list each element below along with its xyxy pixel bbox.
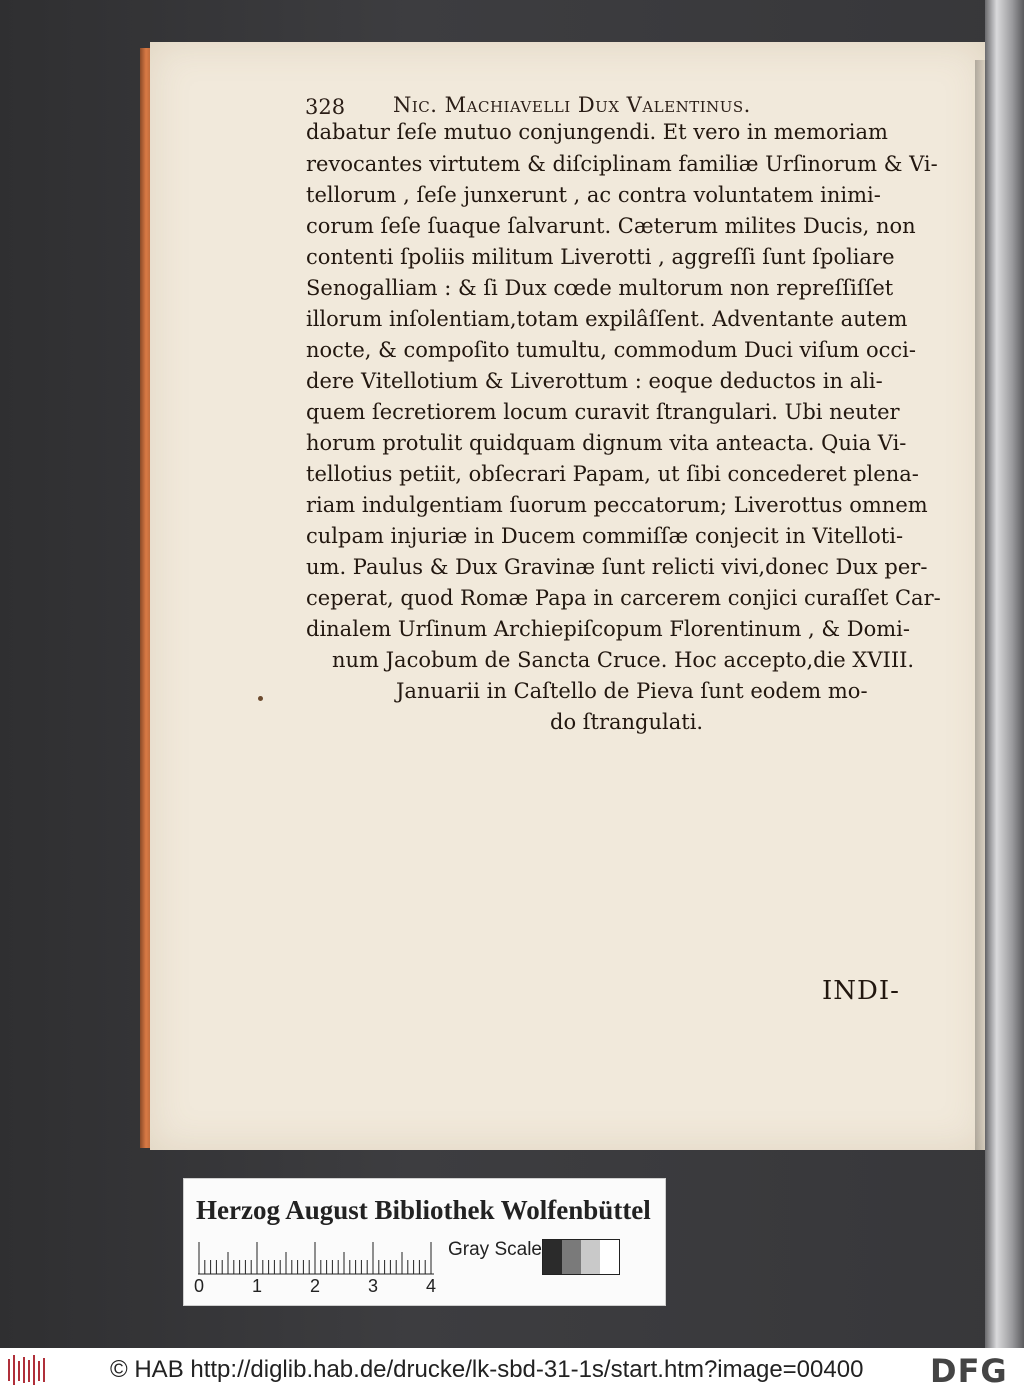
text-line: nocte, & compoſito tumultu, commodum Duci viſum occi- <box>306 338 916 362</box>
page-number: 328 <box>305 95 346 119</box>
library-color-card <box>183 1178 666 1306</box>
ruler-scale <box>198 1241 434 1275</box>
viewer-footer <box>0 1348 1024 1390</box>
dfg-logo: DFG <box>930 1352 1008 1390</box>
text-line: quem ſecretiorem locum curavit ſtrangulari. Ubi neuter <box>306 400 900 424</box>
grayscale-label: Gray Scale <box>448 1239 542 1260</box>
grayscale-swatches <box>542 1239 620 1275</box>
text-line: corum ſeſe ſuaque ſalvarunt. Cæterum milites Ducis, non <box>306 214 916 238</box>
text-line: tellorum , ſeſe junxerunt , ac contra voluntatem inimi- <box>306 183 881 207</box>
copyright-url[interactable]: © HAB http://diglib.hab.de/drucke/lk-sbd-31-1s/start.htm?image=00400 <box>110 1356 864 1383</box>
grayscale-swatch <box>543 1240 562 1274</box>
grayscale-swatch <box>581 1240 600 1274</box>
text-line: riam indulgentiam ſuorum peccatorum; Liverottus omnem <box>306 493 928 517</box>
text-line: Senogalliam : & ſi Dux cœde multorum non repreſſiſſet <box>306 276 894 300</box>
grayscale-swatch <box>562 1240 581 1274</box>
text-line: dere Vitellotium & Liverottum : eoque deductos in ali- <box>306 369 883 393</box>
ink-dot <box>258 696 263 701</box>
text-line: ceperat, quod Romæ Papa in carcerem conjici curaſſet Car- <box>306 586 941 610</box>
running-title: Nic. Machiavelli Dux Valentinus. <box>393 93 751 117</box>
book-cradle-strip <box>985 0 1024 1348</box>
text-line: contenti ſpoliis militum Liverotti , aggreſſi ſunt ſpoliare <box>306 245 895 269</box>
text-line: illorum inſolentiam,totam expilâſſent. Adventante autem <box>306 307 908 331</box>
ruler-label: 2 <box>310 1276 321 1296</box>
library-barcode-icon <box>8 1355 48 1385</box>
text-line: culpam injuriæ in Ducem commiſſæ conjecit in Vitelloti- <box>306 524 904 548</box>
grayscale-swatch <box>600 1240 619 1274</box>
page-shadow <box>975 60 989 1150</box>
text-line: Januarii in Caſtello de Pieva ſunt eodem mo- <box>396 679 868 703</box>
text-line: um. Paulus & Dux Gravinæ ſunt relicti vivi,donec Dux per- <box>306 555 928 579</box>
catchword: INDI- <box>822 976 900 1006</box>
library-name: Herzog August Bibliothek Wolfenbüttel <box>196 1195 651 1225</box>
text-line: dinalem Urſinum Archiepiſcopum Florentinum , & Domi- <box>306 617 910 641</box>
text-line: horum protulit quidquam dignum vita anteacta. Quia Vi- <box>306 431 907 455</box>
ruler-label: 3 <box>368 1276 379 1296</box>
ruler-label: 1 <box>252 1276 263 1296</box>
ruler-label: 0 <box>194 1276 205 1296</box>
ruler-label: 4 <box>426 1276 437 1296</box>
text-line: dabatur ſeſe mutuo conjungendi. Et vero in memoriam <box>306 120 888 144</box>
text-line: num Jacobum de Sancta Cruce. Hoc accepto,die XVIII. <box>332 648 915 672</box>
text-line: do ſtrangulati. <box>550 710 704 734</box>
text-line: revocantes virtutem & diſciplinam familiæ Urſinorum & Vi- <box>306 152 938 176</box>
text-line: tellotius petiit, obſecrari Papam, ut ſibi concederet plena- <box>306 462 919 486</box>
